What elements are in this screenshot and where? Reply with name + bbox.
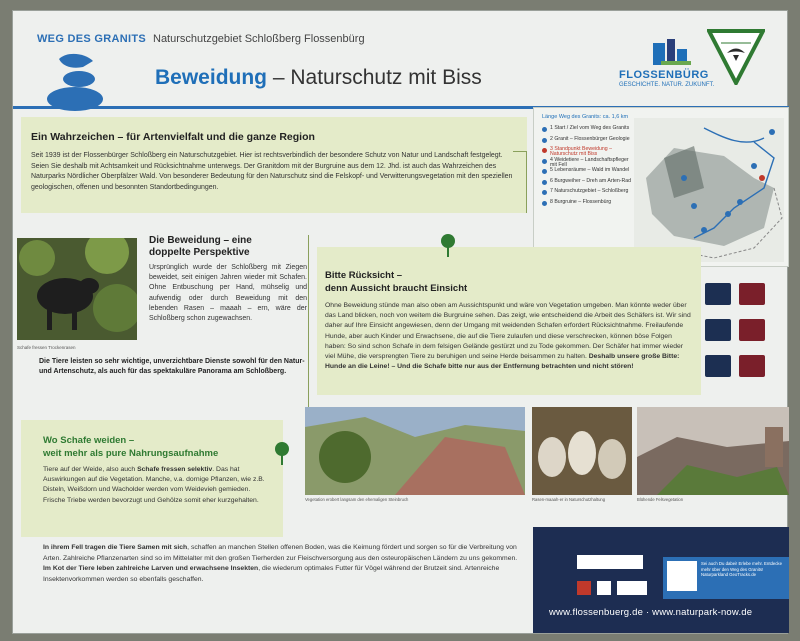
legend-item: 1 Start / Ziel vom Weg des Granits	[542, 126, 632, 137]
no-litter-icon	[739, 355, 765, 377]
keep-distance-icon	[705, 319, 731, 341]
waypoint-icon	[542, 138, 547, 143]
connector-line	[299, 235, 309, 409]
footer-panel	[533, 527, 789, 633]
qr-code-icon[interactable]	[667, 561, 697, 591]
tree-icon	[275, 441, 289, 465]
beweidung-bold-text: Die Tiere leisten so sehr wichtige, unverzichtbare Dienste sowohl für den Natur- und Artenschutz, als auch für das spektakuläre Panorama am Schloßberg.	[39, 358, 305, 376]
legend-item: 2 Granit – Flossenbürger Geologie	[542, 137, 632, 148]
intro-text: Seit 1939 ist der Flossenbürger Schloßberg ein Naturschutzgebiet. Hier ist rechtsverbindlich der besondere Schutz von Natur und Landschaft festgelegt. Seien Sie deshalb mit Achtsamkeit und Rücksichtnahme unterwegs. Der Granitdom mit der Burgruine aus dem 12. Jhd. ist auch das Wahrzeichen des Naturparks Nördlicher Oberpfälzer Wald. Von besonderer Bedeutung für den Naturschutz sind die Felskopf- und Verwitterungsvegetation mit den speziellen geologischen, offenen und besonnten Standortbedingungen.	[31, 152, 513, 191]
sponsor-logo	[577, 581, 591, 595]
legend-item: 8 Burgruine – Flossenbürg	[542, 200, 632, 211]
photo-caption: Rasen-maaah-er in Naturschutzhaltung	[532, 497, 606, 502]
waypoint-icon	[542, 180, 547, 185]
waypoint-icon	[542, 148, 547, 153]
sponsor-logo	[597, 581, 611, 595]
intro-heading: Ein Wahrzeichen – für Artenvielfalt und die ganze Region	[31, 131, 315, 143]
no-dogs-icon	[705, 283, 731, 305]
legend-item: 4 Weidetiere – Landschaftspfleger mit Fell	[542, 158, 632, 169]
beweidung-heading: Die Beweidung – eine doppelte Perspektive	[149, 235, 252, 258]
map-drawing	[634, 118, 784, 262]
consideration-text: Ohne Beweidung stünde man also oben am Aussichtspunkt und wäre von Vegetation umgeben. Man könnte weder über das Land blicken, noch von weitem die Burgruine sehen. Das zeigt, wie entscheidend die Arbeit des Schäfers ist. Wir sind daher auf Ihre Einsicht angewiesen, denn der Umgang mit weidenden Schafen erfordert Rücksichtnahme. Freilaufende Hunde, aber auch Kinder und Erwachsene, die auf die Tiere zulaufen und diese verschrecken, können böse Folgen haben: So sind schon Schafe in dem felsigen Gelände gestürzt und zu Tode gekommen. Der Schäfer hat immer wieder viel Mühe, die versprengten Tiere zu beruhigen und seine Herde beisammen zu halten. Deshalb unsere große Bitte: Hunde an die Leine! – Und die Schafe bitte nur aus der Entfernung betrachten und nicht stören!	[325, 302, 691, 371]
legend-item: 6 Burgweiher – Dreh am Arten-Rad	[542, 179, 632, 190]
waypoint-icon	[542, 159, 547, 164]
waypoint-icon	[542, 190, 547, 195]
intro-panel	[21, 117, 527, 213]
sheep-grazing-photo	[17, 238, 137, 340]
sponsor-logo	[617, 581, 647, 595]
info-board	[12, 10, 788, 634]
board-header	[13, 11, 789, 103]
logo-tagline: GESCHICHTE. NATUR. ZUKUNFT.	[619, 82, 715, 88]
quarry-photo	[305, 407, 525, 495]
legend-item: 5 Lebensräume – Wald im Wandel	[542, 168, 632, 179]
rules-pictograms	[703, 281, 783, 391]
grazing-text-more: In ihrem Fell tragen die Tiere Samen mit sich, schaffen an manchen Stellen offenen Boden, was die Keimung fördert und sorgen so für die Verbreitung von Arten. Zahlreiche Pflanzenarten sind so im Mittelalter mit den großen Tierherden zur Fleischversorgung aus den osteuropäischen Ländern zu uns gekommen. Im Kot der Tiere leben zahlreiche Larven und erwachsene Insekten, die wiederum optimales Futter für Vögel während der Brutzeit sind. Artenreiche Insektenvorkommen werden so ebenfalls geschaffen.	[43, 544, 518, 583]
photo-caption: Vegetation erobert langsam den ehemaligen Steinbruch	[305, 497, 409, 502]
trail-map	[533, 107, 789, 267]
tree-icon	[441, 233, 455, 257]
grazing-text: Tiere auf der Weide, also auch Schafe fressen selektiv. Das hat Auswirkungen auf die Vegetation. Manche, v.a. dornige Pflanzen, wie z.B. Disteln, Weißdorn und Wacholder werden vom Weidevieh gemieden. Frische Triebe werden bevorzugt und Gehölze somit eher kurzgehalten.	[43, 466, 265, 504]
map-title: Länge Weg des Granits: ca. 1,6 km	[542, 114, 629, 120]
waypoint-icon	[542, 127, 547, 132]
waypoint-icon	[542, 169, 547, 174]
nature-reserve-sign-icon	[707, 29, 765, 85]
legend-item: 7 Naturschutzgebiet – Schloßberg	[542, 189, 632, 200]
consideration-heading: Bitte Rücksicht – denn Aussicht braucht Einsicht	[325, 270, 468, 294]
page-title	[155, 66, 482, 90]
brand-label: WEG DES GRANITS	[37, 33, 147, 45]
photo-strip	[305, 407, 789, 507]
sponsor-logo	[577, 555, 643, 569]
grazing-heading: Wo Schafe weiden – weit mehr als pure Nahrungsaufnahme	[43, 435, 219, 459]
rock-vegetation-photo	[637, 407, 789, 495]
photo-caption: Schafe fressen Trockenrasen	[17, 345, 76, 350]
flossenbuerg-logo-icon	[613, 37, 703, 97]
beweidung-text: Ursprünglich wurde der Schloßberg mit Ziegen beweidet, seit einigen Jahren wieder mit Schafen. Ohne Entbuschung per Hand, mühselig und aufwendig oder durch Beweidung mit den lebenden Rasen – maaah – ern, wäre der Schloßberg schon zugewachsen.	[149, 264, 307, 323]
consideration-panel	[317, 247, 701, 395]
title-rest: – Naturschutz mit Biss	[267, 66, 482, 89]
logo-name: FLOSSENBÜRG	[619, 69, 709, 81]
sheep-flock-photo	[532, 407, 632, 495]
dog-leash-icon	[739, 283, 765, 305]
map-legend	[542, 126, 632, 210]
photo-caption: Blühende Felsvegetation	[637, 497, 684, 502]
qr-promo-text: Sei auch Du dabei! Erlebe mehr. Entdecke mehr über den Weg des Granits! Naturparkland GeoTracks.de	[701, 561, 782, 577]
footer-websites[interactable]: www.flossenbuerg.de · www.naturpark-now.de	[549, 607, 753, 618]
no-feeding-icon	[739, 319, 765, 341]
title-bold: Beweidung	[155, 66, 268, 89]
board-subtitle: Naturschutzgebiet Schloßberg Flossenbürg	[153, 33, 365, 45]
connector-line	[513, 151, 527, 213]
legend-item: 3 Standpunkt Beweidung – Naturschutz mit Biss	[542, 147, 632, 158]
waypoint-icon	[542, 201, 547, 206]
stay-on-path-icon	[705, 355, 731, 377]
